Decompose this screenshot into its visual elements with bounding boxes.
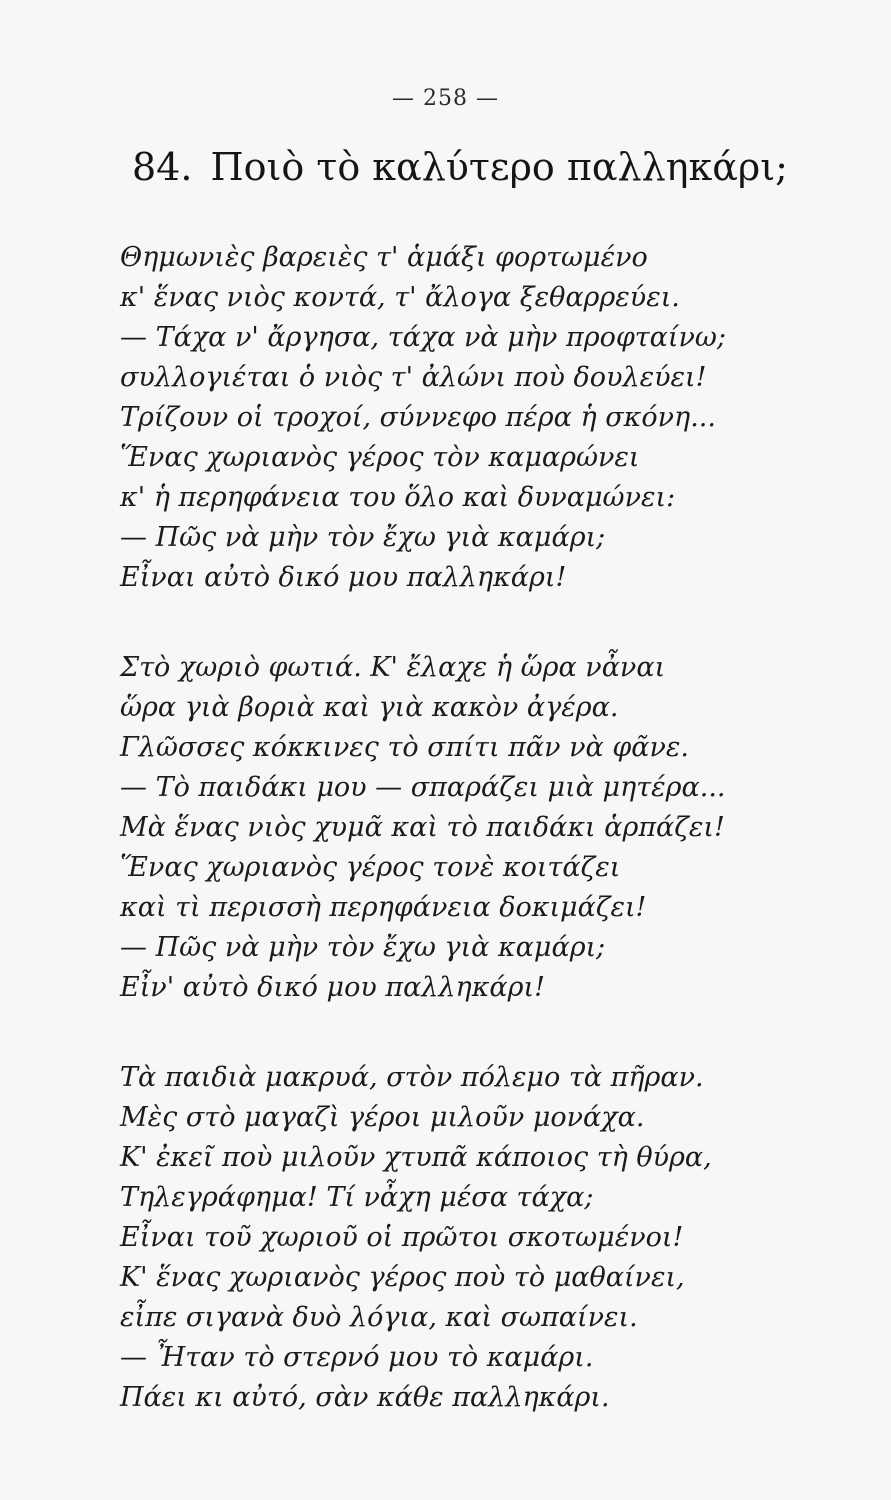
poem-line: Κ' ἕνας χωριανὸς γέρος ποὺ τὸ μαθαίνει, [120,1262,685,1293]
poem-line: — Πῶς νὰ μὴν τὸν ἔχω γιὰ καμάρι; [120,932,606,963]
poem-line: Γλῶσσες κόκκινες τὸ σπίτι πᾶν νὰ φᾶνε. [120,732,689,763]
poem-line: κ' ἡ περηφάνεια του ὅλο καὶ δυναμώνει: [120,482,676,513]
poem-number: 84. [132,145,193,189]
poem-title-text: Ποιὸ τὸ καλύτερο παλληκάρι; [210,145,788,189]
poem-line: Τηλεγράφημα! Τί νἆχη μέσα τάχα; [120,1182,594,1213]
poem-line: Ἕνας χωριανὸς γέρος τὸν καμαρώνει [120,442,640,473]
poem-line: — Ἦταν τὸ στερνό μου τὸ καμάρι. [120,1342,594,1373]
poem-line: Θημωνιὲς βαρειὲς τ' ἁμάξι φορτωμένο [120,242,648,273]
poem-line: ὥρα γιὰ βοριὰ καὶ γιὰ κακὸν ἀγέρα. [120,692,619,723]
poem-line: συλλογιέται ὁ νιὸς τ' ἀλώνι ποὺ δουλεύει! [120,362,707,393]
page-number: — 258 — [392,86,499,111]
stanza-2 [120,648,830,1008]
poem-line: — Τάχα ν' ἄργησα, τάχα νὰ μὴν προφταίνω; [120,322,727,353]
poem-line: — Πῶς νὰ μὴν τὸν ἔχω γιὰ καμάρι; [120,522,606,553]
poem-line: — Τὸ παιδάκι μου — σπαράζει μιὰ μητέρα... [120,772,726,803]
poem-line: Στὸ χωριὸ φωτιά. Κ' ἔλαχε ἡ ὥρα νἆναι [120,652,666,683]
poem-line: εἶπε σιγανὰ δυὸ λόγια, καὶ σωπαίνει. [120,1302,638,1333]
poem-line: Κ' ἐκεῖ ποὺ μιλοῦν χτυπᾶ κάποιος τὴ θύρα, [120,1142,712,1173]
poem-line: Τρίζουν οἱ τροχοί, σύννεφο πέρα ἡ σκόνη... [120,402,716,433]
poem-line: Εἶν' αὐτὸ δικό μου παλληκάρι! [120,972,545,1003]
poem-title [132,145,788,189]
poem-line: Μὰ ἕνας νιὸς χυμᾶ καὶ τὸ παιδάκι ἁρπάζει! [120,812,725,843]
stanza-3 [120,1058,830,1418]
poem-line: Μὲς στὸ μαγαζὶ γέροι μιλοῦν μονάχα. [120,1102,645,1133]
poem-line: κ' ἕνας νιὸς κοντά, τ' ἄλογα ξεθαρρεύει. [120,282,680,313]
poem-line: Εἶναι τοῦ χωριοῦ οἱ πρῶτοι σκοτωμένοι! [120,1222,684,1253]
poem-line: Πάει κι αὐτό, σὰν κάθε παλληκάρι. [120,1382,610,1413]
poem-line: Εἶναι αὐτὸ δικό μου παλληκάρι! [120,562,567,593]
stanza-1 [120,238,830,598]
poem-line: καὶ τὶ περισσὴ περηφάνεια δοκιμάζει! [120,892,647,923]
poem-line: Ἕνας χωριανὸς γέρος τονὲ κοιτάζει [120,852,621,883]
poem-line: Τὰ παιδιὰ μακρυά, στὸν πόλεμο τὰ πῆραν. [120,1062,704,1093]
